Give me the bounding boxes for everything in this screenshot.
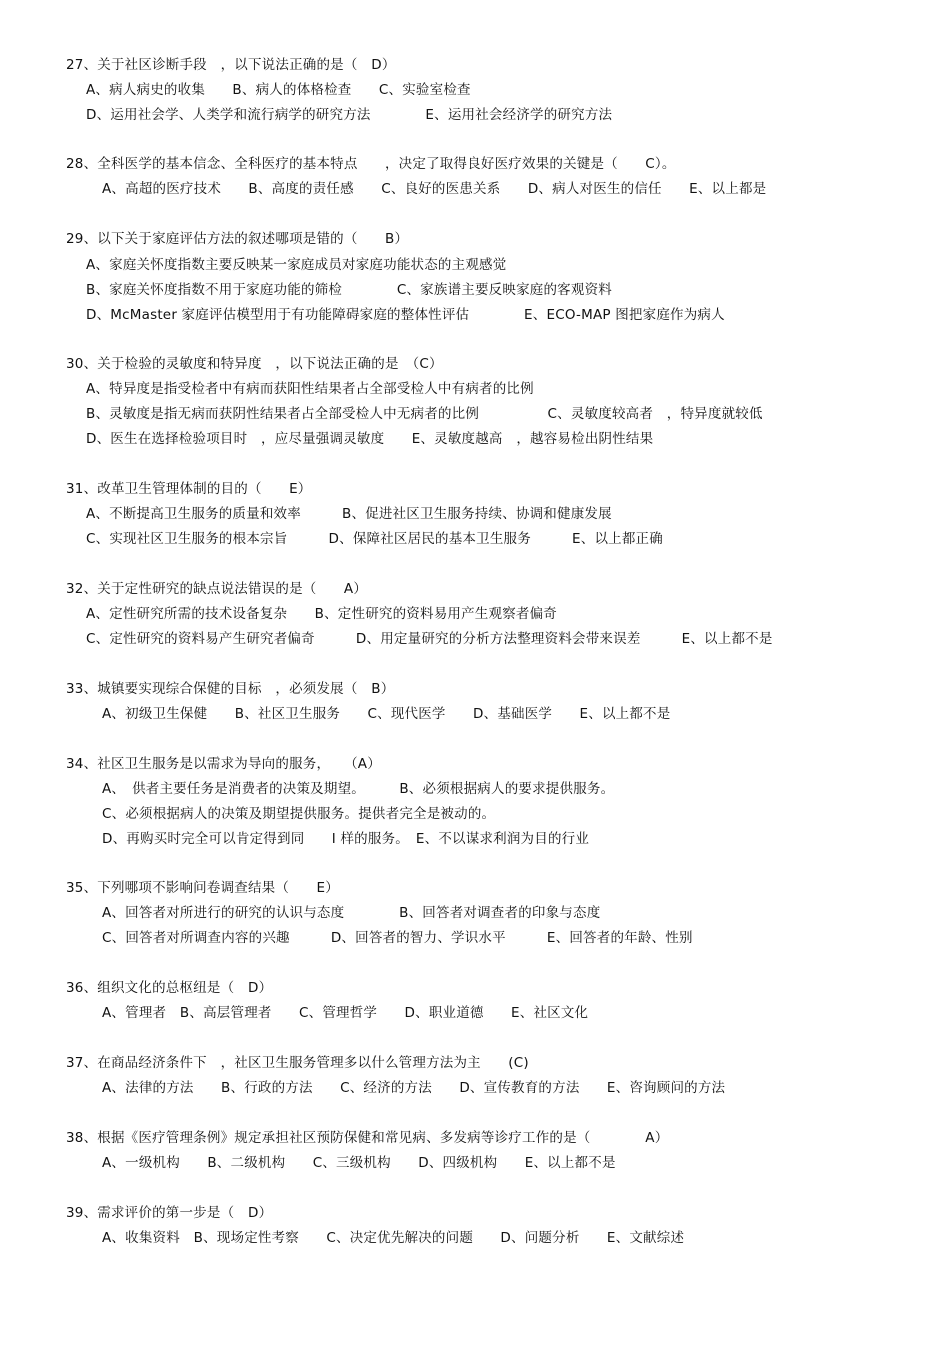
question-30-options-1: A、特异度是指受检者中有病而获阳性结果者占全部受检人中有病者的比例	[86, 381, 534, 397]
question-28-options-1: A、高超的医疗技术 B、高度的责任感 C、良好的医患关系 D、病人对医生的信任 E、以上都是	[102, 181, 767, 197]
question-29-stem: 29、以下关于家庭评估方法的叙述哪项是错的（ B）	[66, 231, 409, 247]
question-31-options-2: C、实现社区卫生服务的根本宗旨 D、保障社区居民的基本卫生服务 E、以上都正确	[86, 531, 663, 547]
question-32-options-2: C、定性研究的资料易产生研究者偏奇 D、用定量研究的分析方法整理资料会带来误差 E、以上都不是	[86, 631, 773, 647]
question-28-stem: 28、全科医学的基本信念、全科医疗的基本特点 ，决定了取得良好医疗效果的关键是（ C）。	[66, 156, 676, 172]
question-27-stem: 27、关于社区诊断手段 ，以下说法正确的是（ D）	[66, 57, 396, 73]
question-30-options-3: D、医生在选择检验项目时 ，应尽量强调灵敏度 E、灵敏度越高 ，越容易检出阴性结果	[86, 431, 654, 447]
question-33-stem: 33、城镇要实现综合保健的目标 ，必须发展（ B）	[66, 681, 395, 697]
question-30-options-2: B、灵敏度是指无病而获阴性结果者占全部受检人中无病者的比例 C、灵敏度较高者 ，特异度就较低	[86, 406, 763, 422]
question-34-stem: 34、社区卫生服务是以需求为导向的服务， （A）	[66, 756, 381, 772]
question-35-options-1: A、回答者对所进行的研究的认识与态度 B、回答者对调查者的印象与态度	[102, 905, 601, 921]
question-38-options-1: A、一级机构 B、二级机构 C、三级机构 D、四级机构 E、以上都不是	[102, 1155, 616, 1171]
question-36-options-1: A、管理者 B、高层管理者 C、管理哲学 D、职业道德 E、社区文化	[102, 1005, 589, 1021]
question-35-options-2: C、回答者对所调查内容的兴趣 D、回答者的智力、学识水平 E、回答者的年龄、性别	[102, 930, 693, 946]
question-34-options-3: D、再购买时完全可以肯定得到同 I 样的服务。 E、不以谋求利润为目的行业	[102, 831, 590, 847]
question-29-options-1: A、家庭关怀度指数主要反映某一家庭成员对家庭功能状态的主观感觉	[86, 257, 507, 273]
question-39-options-1: A、收集资料 B、现场定性考察 C、决定优先解决的问题 D、问题分析 E、文献综述	[102, 1230, 685, 1246]
question-31-stem: 31、改革卫生管理体制的目的（ E）	[66, 481, 312, 497]
question-27-options-2: D、运用社会学、人类学和流行病学的研究方法 E、运用社会经济学的研究方法	[86, 107, 613, 123]
question-39-stem: 39、需求评价的第一步是（ D）	[66, 1205, 273, 1221]
question-35-stem: 35、下列哪项不影响问卷调查结果（ E）	[66, 880, 339, 896]
question-38-stem: 38、根据《医疗管理条例》规定承担社区预防保健和常见病、多发病等诊疗工作的是（ A）	[66, 1130, 669, 1146]
question-29-options-2: B、家庭关怀度指数不用于家庭功能的筛检 C、家族谱主要反映家庭的客观资料	[86, 282, 612, 298]
question-32-stem: 32、关于定性研究的缺点说法错误的是（ A）	[66, 581, 368, 597]
question-34-options-2: C、必须根据病人的决策及期望提供服务。提供者完全是被动的。	[102, 806, 496, 822]
question-30-stem: 30、关于检验的灵敏度和特异度 ，以下说法正确的是 （C）	[66, 356, 443, 372]
question-31-options-1: A、不断提高卫生服务的质量和效率 B、促进社区卫生服务持续、协调和健康发展	[86, 506, 612, 522]
question-36-stem: 36、组织文化的总枢纽是（ D）	[66, 980, 273, 996]
question-27-options-1: A、病人病史的收集 B、病人的体格检查 C、实验室检查	[86, 82, 471, 98]
question-37-options-1: A、法律的方法 B、行政的方法 C、经济的方法 D、宣传教育的方法 E、咨询顾问的方法	[102, 1080, 726, 1096]
question-34-options-1: A、 供者主要任务是消费者的决策及期望。 B、必须根据病人的要求提供服务。	[102, 781, 615, 797]
question-33-options-1: A、初级卫生保健 B、社区卫生服务 C、现代医学 D、基础医学 E、以上都不是	[102, 706, 671, 722]
question-29-options-3: D、McMaster 家庭评估模型用于有功能障碍家庭的整体性评估 E、ECO-MAP 图把家庭作为病人	[86, 307, 725, 323]
question-32-options-1: A、定性研究所需的技术设备复杂 B、定性研究的资料易用产生观察者偏奇	[86, 606, 557, 622]
question-37-stem: 37、在商品经济条件下 ，社区卫生服务管理多以什么管理方法为主 (C)	[66, 1055, 529, 1071]
